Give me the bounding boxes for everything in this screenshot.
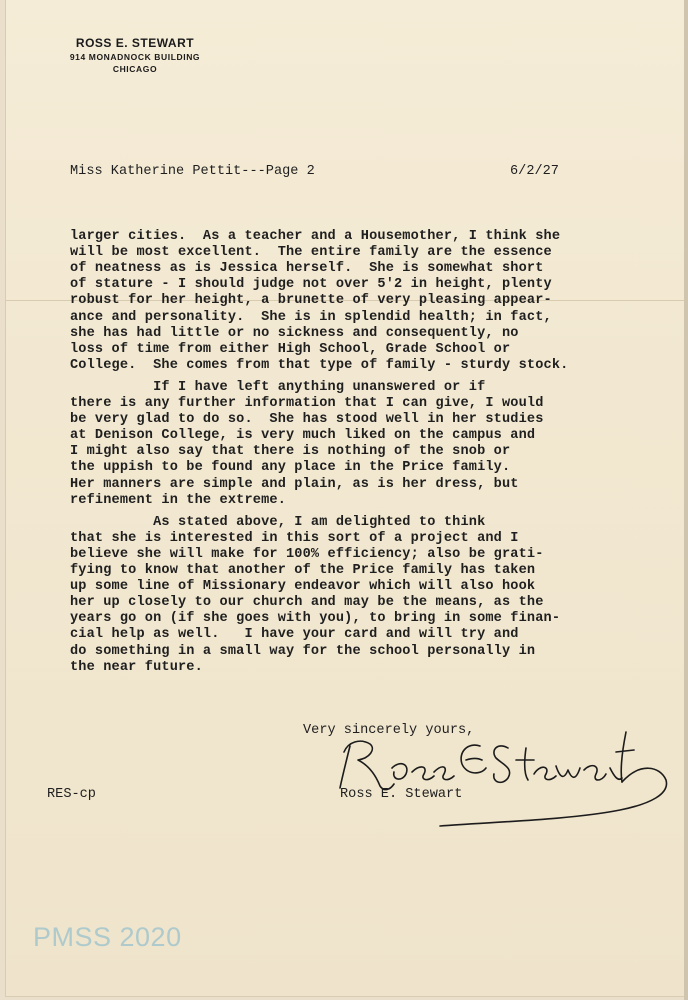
body-line: of stature - I should judge not over 5'2 in height, plenty: [70, 277, 552, 293]
closing-salutation: Very sincerely yours,: [303, 723, 475, 738]
body-line: there is any further information that I can give, I would: [70, 396, 544, 411]
body-line: larger cities. As a teacher and a Housemother, I think she: [70, 229, 561, 244]
body-line: refinement in the extreme.: [70, 492, 286, 508]
body-line: As stated above, I am delighted to think: [70, 514, 486, 530]
handwritten-signature: [330, 722, 675, 842]
body-line: cial help as well. I have your card and will try and: [70, 627, 519, 643]
body-line: her up closely to our church and may be the means, as the: [70, 595, 544, 611]
typist-initials: RES-cp: [47, 787, 96, 802]
body-line: the near future.: [70, 659, 203, 675]
archive-watermark: PMSS 2020: [33, 922, 182, 952]
body-line: that she is interested in this sort of a project and I: [70, 530, 519, 546]
body-line: robust for her height, a brunette of very pleasing appear-: [70, 293, 552, 309]
body-line: of neatness as is Jessica herself. She is somewhat short: [70, 261, 544, 277]
body-line: loss of time from either High School, Grade School or: [70, 341, 511, 357]
typed-signer-name: Ross E. Stewart: [340, 787, 463, 802]
recipient-page-line: Miss Katherine Pettit---Page 2: [70, 164, 315, 179]
page-edge: [684, 0, 688, 1000]
body-line: If I have left anything unanswered or if: [70, 379, 486, 395]
body-line: be very glad to do so. She has stood well in her studies: [70, 412, 544, 428]
body-line: College. She comes from that type of family - sturdy stock.: [70, 357, 569, 373]
letter-date: 6/2/27: [510, 164, 559, 179]
letterhead: [40, 36, 230, 74]
body-line: do something in a small way for the school personally in: [70, 643, 536, 659]
letterhead-city: CHICAGO: [112, 64, 158, 74]
letterhead-name: ROSS E. STEWART: [75, 36, 195, 50]
body-line: Her manners are simple and plain, as is her dress, but: [70, 476, 519, 492]
body-line: ance and personality. She is in splendid health; in fact,: [70, 309, 552, 325]
body-line: fying to know that another of the Price family has taken: [70, 563, 536, 578]
body-line: I might also say that there is nothing of the snob or: [70, 444, 511, 460]
letterhead-address: 914 MONADNOCK BUILDING: [69, 52, 201, 62]
body-line: years go on (if she goes with you), to bring in some finan-: [70, 611, 561, 627]
body-line: will be most excellent. The entire family are the essence: [70, 245, 552, 261]
body-line: at Denison College, is very much liked on the campus and: [70, 428, 536, 444]
body-line: up some line of Missionary endeavor which will also hook: [70, 579, 536, 595]
body-line: the uppish to be found any place in the Price family.: [70, 460, 511, 476]
body-line: she has had little or no sickness and consequently, no: [70, 325, 519, 341]
body-line: believe she will make for 100% efficiency; also be grati-: [70, 546, 544, 562]
